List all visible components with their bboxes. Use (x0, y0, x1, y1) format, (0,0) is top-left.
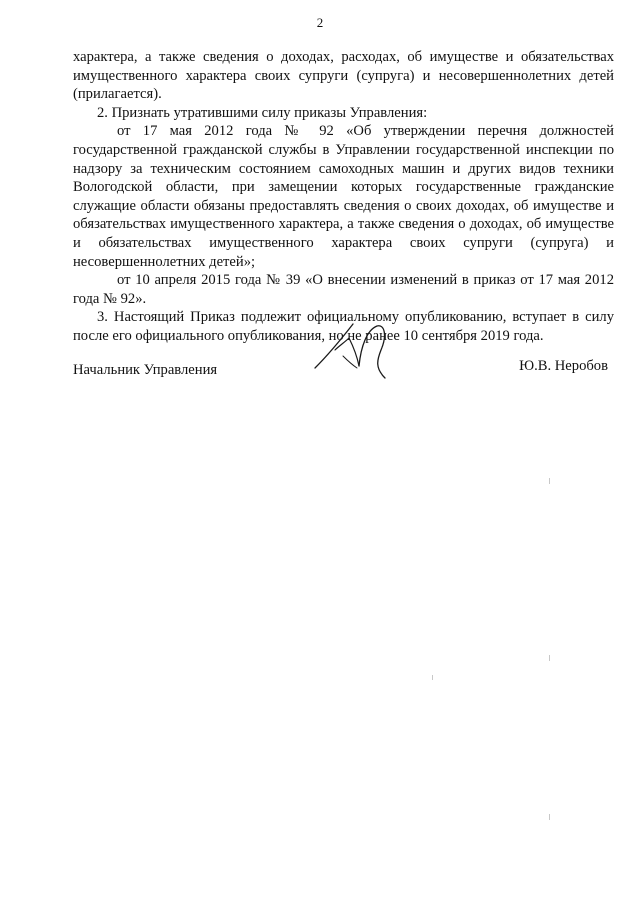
scan-speck (432, 675, 433, 680)
scan-speck (549, 814, 550, 820)
signature-block (73, 358, 614, 388)
paragraph-item-3: 3. Настоящий Приказ подлежит официальному опубликованию, вступает в силу после его официального опубликования, но не ранее 10 сентября 2019 года. (73, 309, 614, 344)
paragraph-repealed-order-39: от 10 апреля 2015 года № 39 «О внесении изменений в приказ от 17 мая 2012 года № 92». (73, 272, 614, 307)
signatory-position: Начальник Управления (73, 362, 218, 378)
signatory-name: Ю.В. Неробов (519, 358, 608, 374)
scan-speck (549, 655, 550, 661)
handwritten-signature-icon (313, 316, 403, 386)
scan-speck (549, 478, 550, 484)
paragraph-item-2: 2. Признать утратившими силу приказы Управления: (97, 104, 428, 121)
document-body (73, 48, 614, 346)
paragraph-continuation: характера, а также сведения о доходах, расходах, об имуществе и обязательствах имущественного характера своих супруги (супруга) и несовершеннолетних детей (прилагается). (73, 49, 614, 103)
page-number: 2 (316, 15, 324, 30)
paragraph-repealed-order-92: от 17 мая 2012 года № 92 «Об утверждении перечня должностей государственной гражданской службы в Управлении государственной инспекции по надзору за техническим состоянием самоходных машин и других видов техники Вологодской области, при замещении которых государственные гражданские служащие области обязаны предоставлять сведения о своих доходах, об имуществе и обязательствах имущественного характера, а также сведения о доходах, об имуществе и обязательствах имущественного характера своих супруги (супруга) и несовершеннолетних детей»; (73, 123, 614, 270)
